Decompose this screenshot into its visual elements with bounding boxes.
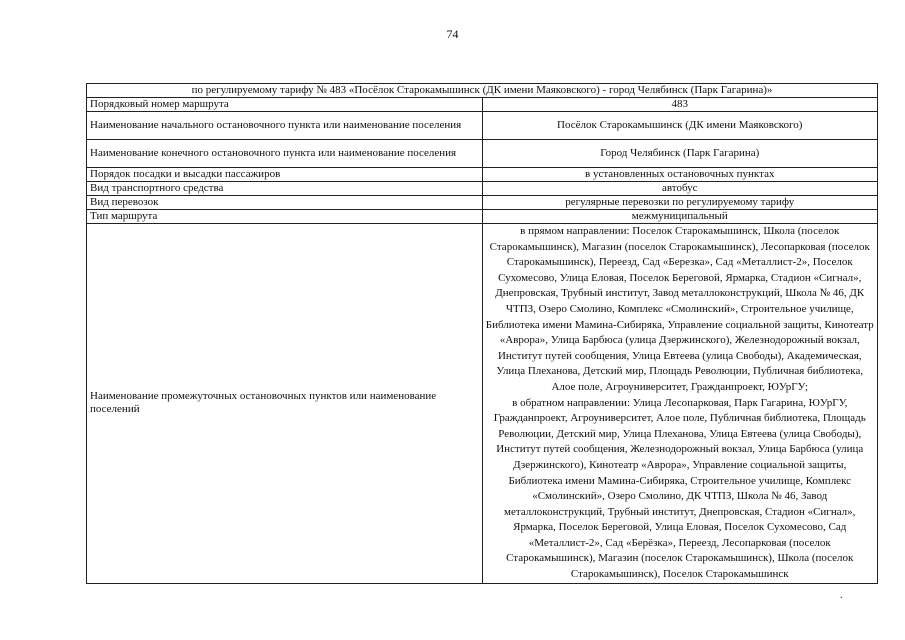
row-value-boarding: в установленных остановочных пунктах — [482, 168, 878, 182]
table-row-stops — [87, 224, 878, 584]
table-row — [87, 112, 878, 140]
row-label-transport-kind: Вид перевозок — [87, 196, 483, 210]
row-value-intermediate-stops — [482, 224, 878, 584]
table-header: по регулируемому тарифу № 483 «Посёлок Старокамышинск (ДК имени Маяковского) - город Челябинск (Парк Гагарина)» — [87, 84, 878, 98]
table-row — [87, 182, 878, 196]
stops-backward: в обратном направлении: Улица Лесопарковая, Парк Гагарина, ЮУрГУ, Гражданпроект, Агроуниверситет, Алое поле, Публичная библиотека, Площадь Революции, Детский мир, Улица Плеханова, Улица Евтеева (улица Свободы), Институт путей сообщения, Железнодорожный вокзал, Улица Барбюса (улица Дзержинского), Кинотеатр «Аврора», Управление социальной защиты, Библиотека имени Мамина-Сибиряка, Строительное училище, Комплекс «Смолинский», Озеро Смолино, ДК ЧТПЗ, Школа № 46, Завод металлоконструкций, Трубный институт, Днепровская, Стадион «Сигнал», Ярмарка, Поселок Береговой, Улица Еловая, Поселок Сухомесово, Сад «Металлист-2», Сад «Берёзка», Переезд, Лесопарковая (поселок Старокамышинск), Магазин (поселок Старокамышинск), Школа (поселок Старокамышинск), Поселок Старокамышинск — [493, 396, 866, 581]
table-row — [87, 196, 878, 210]
stops-forward: в прямом направлении: Поселок Старокамышинск, Школа (поселок Старокамышинск), Магазин (поселок Старокамышинск), Лесопарковая (поселок Старокамышинск), Переезд, Сад «Березка», Сад «Металлист-2», Поселок Сухомесово, Улица Еловая, Поселок Береговой, Ярмарка, Стадион «Сигнал», Днепровская, Трубный институт, Завод металлоконструкций, Школа № 46, ДК ЧТПЗ, Озеро Смолино, Комплекс «Смолинский», Строительное училище, Библиотека имени Мамина-Сибиряка, Управление социальной защиты, Кинотеатр «Аврора», Улица Барбюса (улица Дзержинского), Железнодорожный вокзал, Институт путей сообщения, Улица Евтеева (улица Свободы), Академическая, Улица Плеханова, Детский мир, Площадь Революции, Публичная библиотека, Алое поле, Агроуниверситет, Гражданпроект, ЮУрГУ; — [485, 225, 874, 393]
row-value-vehicle-type: автобус — [482, 182, 878, 196]
row-value-route-type: межмуниципальный — [482, 210, 878, 224]
row-label-intermediate-stops: Наименование промежуточных остановочных пунктов или наименование поселений — [87, 224, 483, 584]
row-label-start-stop: Наименование начального остановочного пункта или наименование поселения — [87, 112, 483, 140]
row-label-route-type: Тип маршрута — [87, 210, 483, 224]
row-label-vehicle-type: Вид транспортного средства — [87, 182, 483, 196]
row-value-route-number: 483 — [482, 98, 878, 112]
row-value-transport-kind: регулярные перевозки по регулируемому тарифу — [482, 196, 878, 210]
table-header-row — [87, 84, 878, 98]
page-number: 74 — [446, 27, 459, 41]
footer-mark: . — [840, 590, 843, 601]
row-value-start-stop: Посёлок Старокамышинск (ДК имени Маяковского) — [482, 112, 878, 140]
route-table — [86, 83, 878, 584]
row-label-end-stop: Наименование конечного остановочного пункта или наименование поселения — [87, 140, 483, 168]
table-row — [87, 168, 878, 182]
table-row — [87, 140, 878, 168]
row-value-end-stop: Город Челябинск (Парк Гагарина) — [482, 140, 878, 168]
row-label-boarding: Порядок посадки и высадки пассажиров — [87, 168, 483, 182]
table-row — [87, 210, 878, 224]
table-row — [87, 98, 878, 112]
row-label-route-number: Порядковый номер маршрута — [87, 98, 483, 112]
